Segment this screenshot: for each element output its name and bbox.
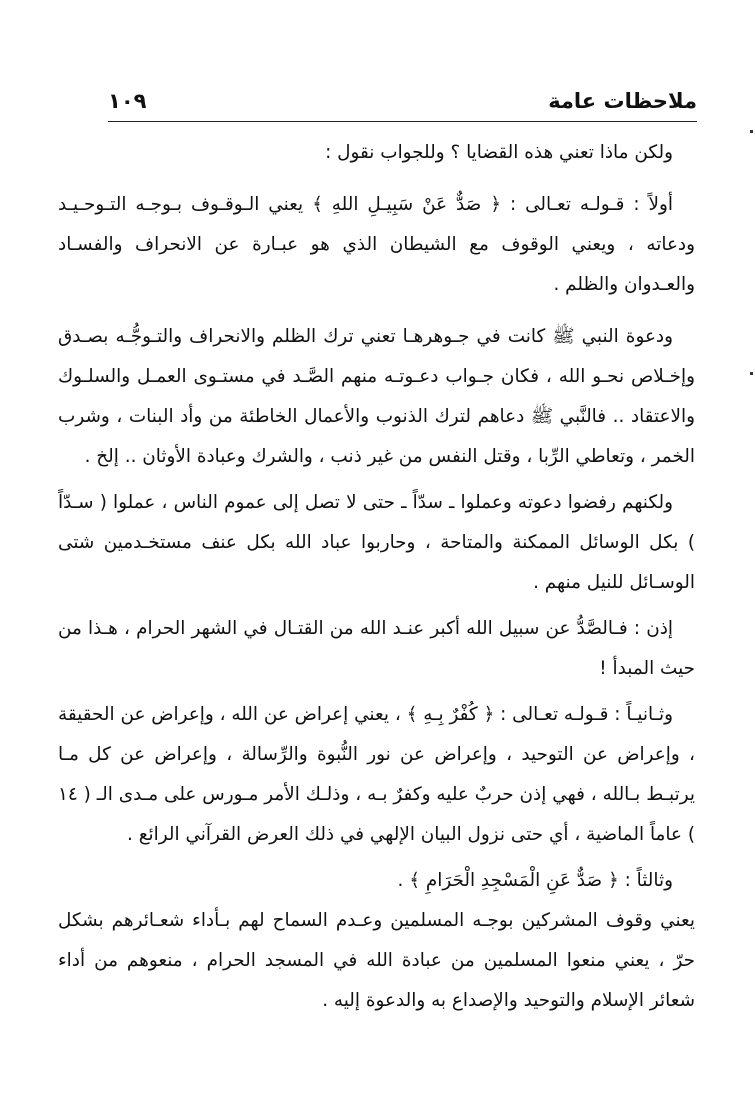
body-text xyxy=(58,133,695,1021)
running-header xyxy=(108,84,697,118)
paragraph-prophet-call: ودعوة النبي ﷺ كانت في جـوهرهـا تعني ترك الظلم والانحراف والتـوجُّـه بصـدق وإخـلاص نحـو الله ، فكان جـواب دعـوتـه منهم الصَّـد في مستـوى العمـل والسلـوك والاعتقاد .. فالنَّبي ﷺ دعاهم لترك الذنوب والأعمال الخاطئة من وأد البنات ، وشرب الخمر ، وتعاطي الرِّبا ، وقتل النفس من غير ذنب ، والشرك وعبادة الأوثان .. إلخ . xyxy=(58,326,695,467)
scan-edge-mark xyxy=(750,130,753,133)
paragraph-conclusion: إذن : فـالصَّدُّ عن سبيل الله أكبر عنـد الله من القتـال في الشهر الحرام ، هـذا من حيث المبدأ ! xyxy=(58,618,695,679)
header-divider xyxy=(108,121,697,122)
paragraph-third-explanation: يعني وقوف المشركين بوجـه المسلمين وعـدم السماح لهم بـأداء شعـائرهم بشكل حرّ ، يعني منعوا المسلمين من عبادة الله في المسجد الحرام ، منعوهم من أداء شعائر الإسلام والتوحيد والإصداع به والدعوة إليه . xyxy=(58,910,695,1011)
paragraph-rejection: ولكنهم رفضوا دعوته وعملوا ـ سدّاً ـ حتى لا تصل إلى عموم الناس ، عملوا ( سـدّاً ) بكل الوسائل الممكنة والمتاحة ، وحاربوا عباد الله بكل عنف مستخـدمين شتى الوسـائل للنيل منهم . xyxy=(58,492,695,593)
paragraph-first-point: أولاً : قـولـه تعـالى : ﴿ صَدٌّ عَنْ سَبِيـلِ اللهِ ﴾ يعني الـوقـوف بـوجـه التـوحـيـد ودعاته ، ويعني الوقوف مع الشيطان الذي هو عبـارة عن الانحراف والفسـاد والعـدوان والظلم . xyxy=(58,194,695,295)
paragraph-second-point: وثـانيـاً : قـولـه تعـالى : ﴿ كُفْرٌ بِـهِ ﴾ ، يعني إعراض عن الله ، وإعراض عن الحقيقة ، وإعراض عن التوحيد ، وإعراض عن نور النُّبوة والرِّسالة ، وإعراض عن كل مـا يرتبـط بـالله ، فهي إذن حربٌ عليه وكفرٌ بـه ، وذلـك الأمر مـورس على مـدى الـ ( ١٤ ) عاماً الماضية ، أي حتى نزول البيان الإلهي في ذلك العرض القرآني الرائع . xyxy=(58,704,695,845)
scan-edge-mark xyxy=(750,372,753,375)
page-number: ١٠٩ xyxy=(108,89,147,113)
paragraph-intro: ولكن ماذا تعني هذه القضايا ؟ وللجواب نقول : xyxy=(325,142,673,163)
paragraph-third-point: وثالثاً : ﴿ صَدٌّ عَنِ الْمَسْجِدِ الْحَرَامِ ﴾ . xyxy=(397,870,673,891)
chapter-title: ملاحظات عامة xyxy=(548,89,697,113)
